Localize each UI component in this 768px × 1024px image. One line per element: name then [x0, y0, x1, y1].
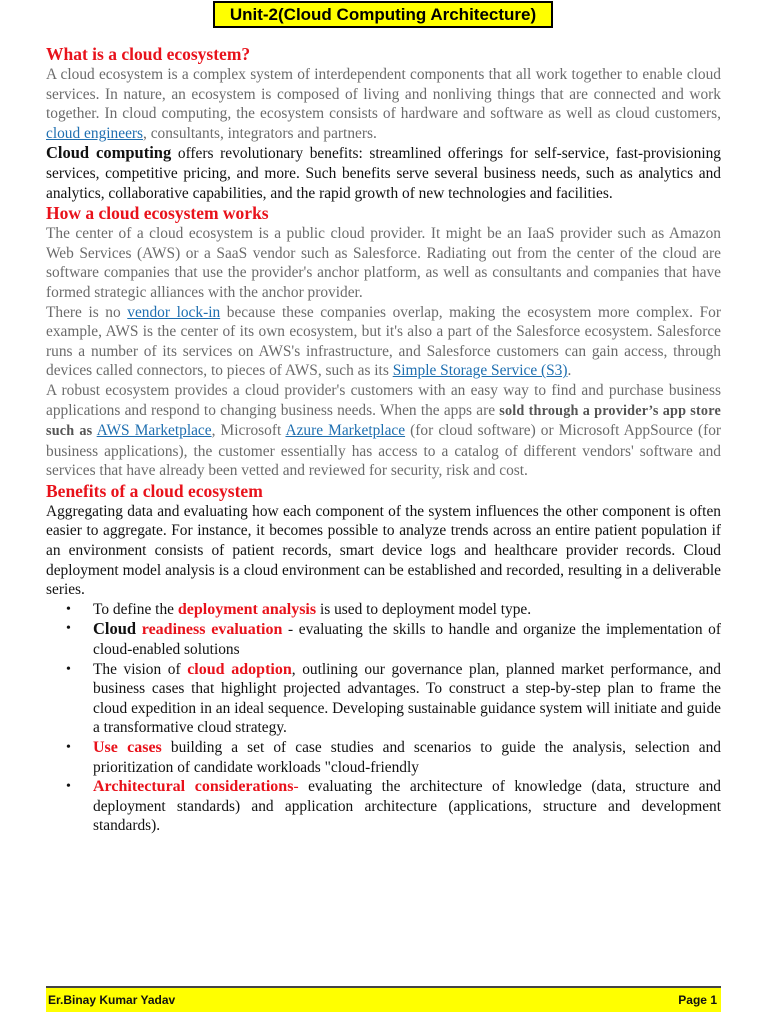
keyword: Use cases [93, 739, 162, 756]
header-bar [0, 0, 768, 34]
paragraph-text: A cloud ecosystem is a complex system of interdependent components that all work together to enable cloud services. In nature, an ecosystem is composed of living and nonliving things that are connected and work together. In cloud computing, the ecosystem consists of hardware and software as well as cloud customers, [46, 66, 721, 123]
item-text: evaluating the architecture of knowledge (data, structure and deployment standards) and application architecture (applications, structure and development standards). [93, 778, 721, 835]
footer-author: Er.Binay Kumar Yadav [48, 993, 176, 1007]
paragraph-text: A robust ecosystem provides a cloud provider's customers with an easy way to find and purchase business applications and respond to changing business needs. When the apps are [46, 381, 721, 419]
keyword: cloud adoption [187, 660, 292, 678]
keyword: deployment analysis [177, 600, 317, 618]
item-text: - evaluating the skills to handle and organize the implementation of cloud-enabled solutions [93, 621, 722, 659]
list-item [66, 738, 721, 777]
item-text: building a set of case studies and scenarios to guide the analysis, selection and prioritization of candidate workloads "cloud-friendly [93, 739, 721, 776]
keyword: readiness evaluation [141, 621, 283, 639]
item-text: The vision of [93, 660, 181, 678]
list-item [66, 619, 722, 659]
paragraph-center: The center of a cloud ecosystem is a public cloud provider. It might be an IaaS provider such as Amazon Web Services (AWS) or a SaaS vendor such as Salesforce. Radiating out from the center of the cloud are software companies that use the provider's anchor platform, as well as consultants and companies that have formed strategic alliances with the anchor provider. [46, 225, 721, 301]
paragraph-text: , Microsoft [211, 422, 282, 440]
list-item [66, 660, 722, 738]
link-cloud-engineers[interactable]: cloud engineers [46, 124, 144, 142]
paragraph-text: because these companies overlap, making the ecosystem more complex. For example, AWS is the center of its own ecosystem, but it's also a part of the Salesforce ecosystem. Salesforce runs a number of its services on AWS's infrastructure, and Salesforce customers can gain access, through devices called connectors, to pieces of AWS, such as its [46, 303, 721, 380]
list-item [66, 600, 721, 620]
paragraph-benefits: Aggregating data and evaluating how each component of the system influences the other component is often easier to aggregate. For instance, it becomes possible to analyze trends across an entire patient population if an environment consists of patient records, smart device logs and healthcare provider records. Cloud deployment model analysis is a cloud environment can be established and recorded, resulting in a deliverable series. [46, 502, 721, 599]
paragraph-text: offers revolutionary benefits: streamlined offerings for self-service, fast-provisioning services, competitive pricing, and more. Such benefits serve several business needs, such as analytics and analytics, collaborative capabilities, and the rapid growth of new technologies and facilities. [46, 145, 721, 202]
link-aws-marketplace[interactable]: AWS Marketplace [96, 422, 212, 440]
document-body [46, 44, 721, 836]
bullet-icon: • [66, 661, 71, 677]
paragraph-text: (for cloud software) or Microsoft AppSource (for business applications), the customer essentially has access to a catalog of different vendors' software and services that have already been vetted and reviewed for security, risk and cost. [46, 422, 722, 480]
item-text: To define the [93, 600, 174, 618]
dash: - [293, 778, 299, 796]
paragraph-marketplace [46, 381, 721, 481]
paragraph-lock-in [46, 303, 721, 381]
list-item [66, 777, 721, 836]
benefits-list [46, 600, 721, 836]
link-s3[interactable]: Simple Storage Service (S3) [392, 362, 568, 380]
item-term: Cloud [93, 619, 137, 639]
bullet-icon: • [66, 740, 71, 755]
paragraph-cloud-computing [46, 143, 721, 203]
keyword: Architectural considerations [93, 778, 294, 796]
section-heading-what-is: What is a cloud ecosystem? [46, 44, 251, 64]
paragraph-text: . [567, 362, 572, 380]
paragraph-text: , consultants, integrators and partners. [143, 124, 377, 142]
page-number: Page 1 [678, 993, 717, 1007]
section-heading-benefits: Benefits of a cloud ecosystem [46, 480, 263, 501]
bullet-icon: • [66, 601, 71, 617]
bullet-icon: • [66, 621, 71, 637]
link-azure-marketplace[interactable]: Azure Marketplace [285, 422, 406, 440]
paragraph-definition [46, 65, 721, 143]
term-cloud-computing: Cloud computing [46, 143, 172, 163]
item-text: , outlining our governance plan, planned market performance, and business cases that highlight projected advantages. To construct a step-by-step plan to frame the cloud expedition in an ideal sequence. Developing sustainable guidance system will initiate and guide a transformative cloud strategy. [93, 660, 722, 737]
footer-bar [46, 986, 721, 1012]
item-text: is used to deployment model type. [319, 600, 532, 618]
bold-phrase: sold through a provider’s app store such as [46, 402, 721, 440]
link-vendor-lock-in[interactable]: vendor lock-in [127, 303, 221, 321]
paragraph-text: There is no [46, 303, 121, 321]
section-heading-how-it-works: How a cloud ecosystem works [46, 203, 269, 224]
bullet-icon: • [66, 779, 71, 795]
page-title: Unit-2(Cloud Computing Architecture) [213, 1, 553, 28]
